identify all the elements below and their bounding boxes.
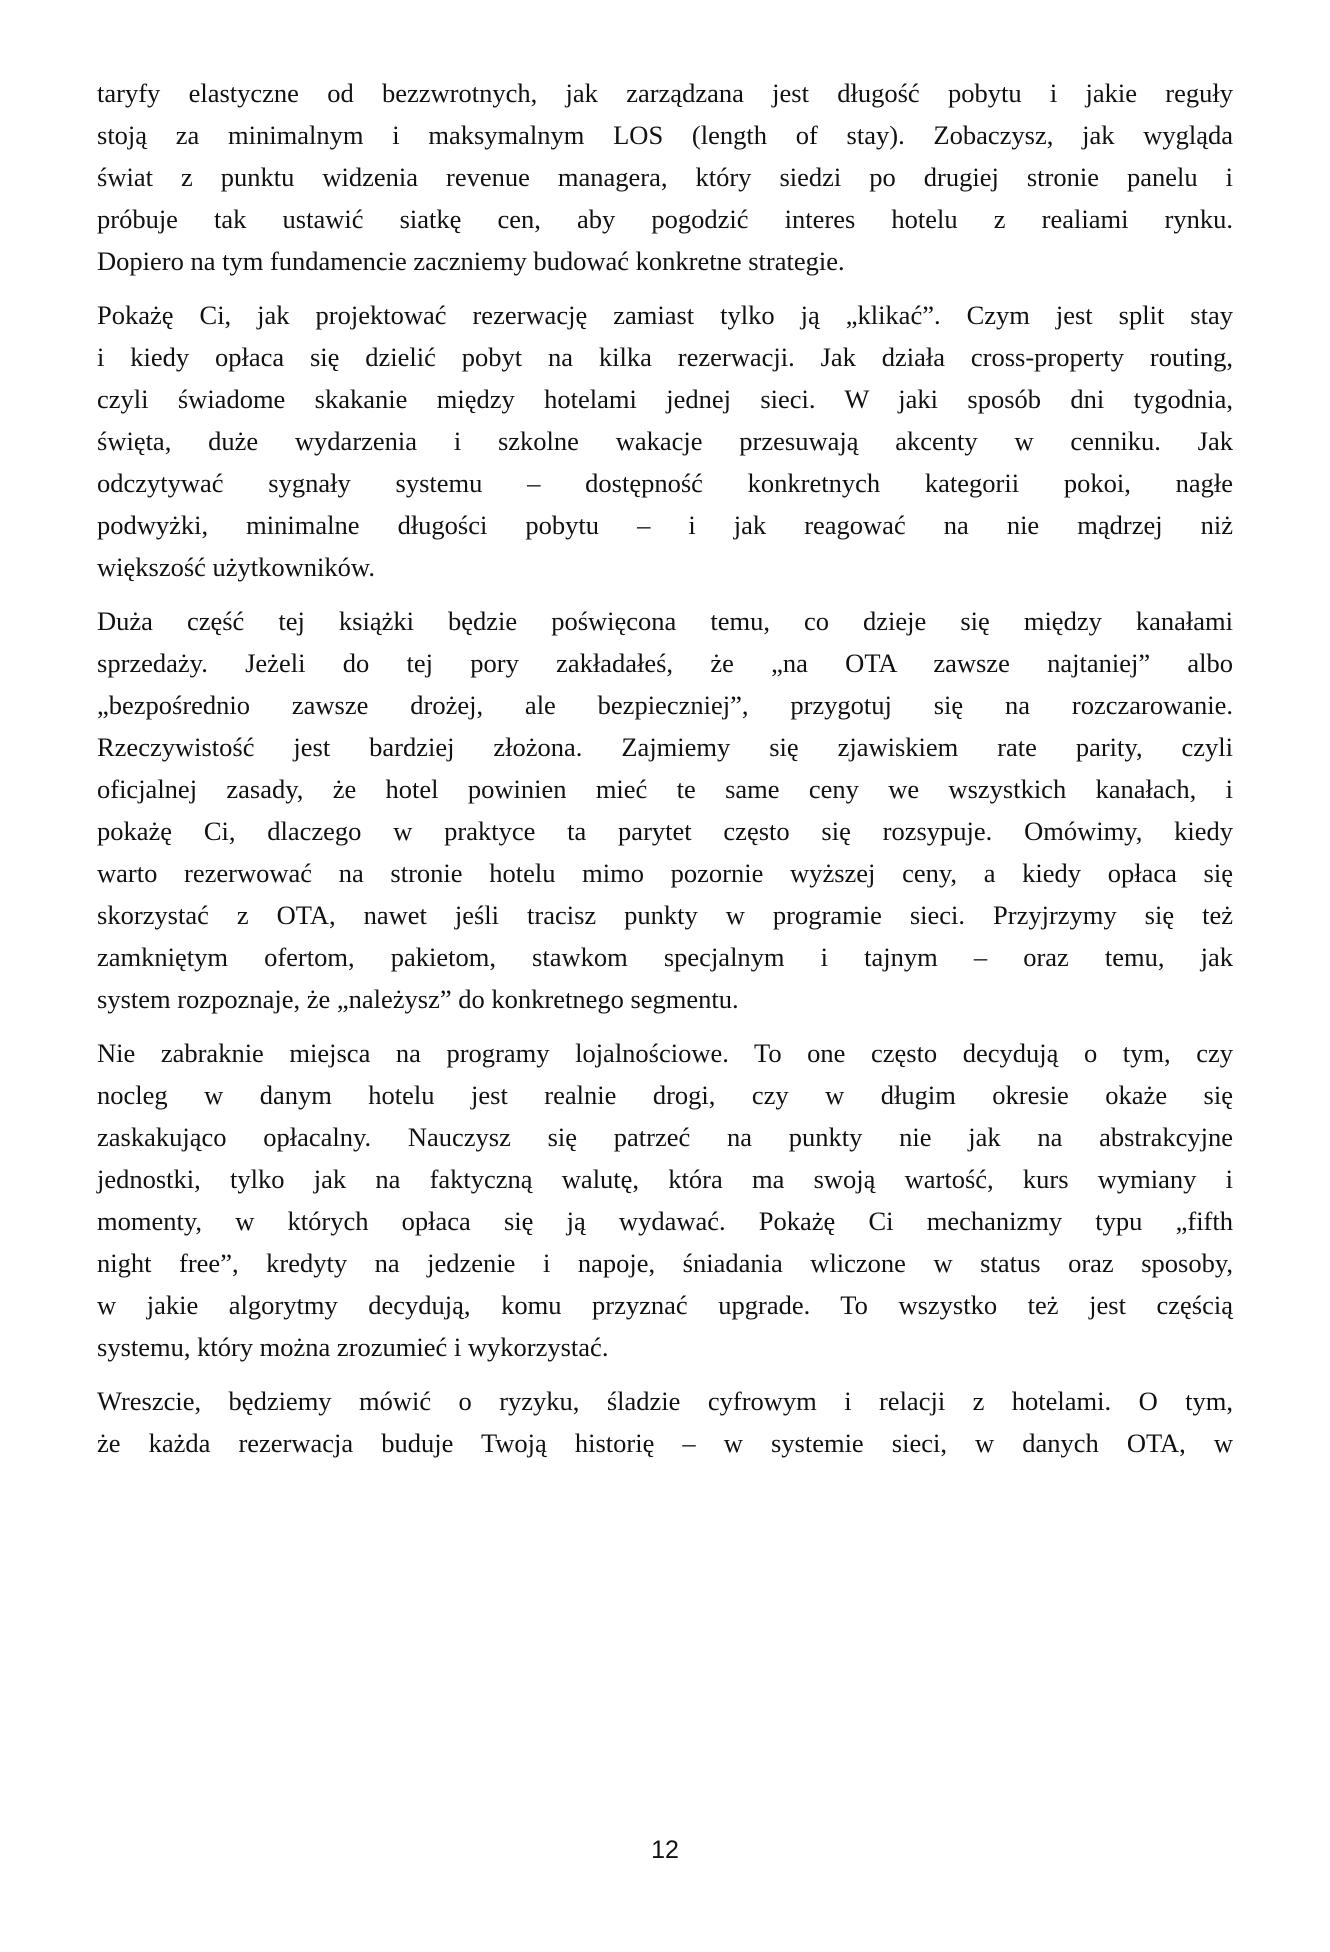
text-line: stoją za minimalnym i maksymalnym LOS (length of stay). Zobaczysz, jak wygląda [97,120,1233,150]
text-line: system rozpoznaje, że „należysz” do konkretnego segmentu. [97,984,739,1014]
text-line: zamkniętym ofertom, pakietom, stawkom specjalnym i tajnym – oraz temu, jak [97,942,1233,972]
text-line: zaskakująco opłacalny. Nauczysz się patrzeć na punkty nie jak na abstrakcyjne [97,1122,1233,1152]
text-line: podwyżki, minimalne długości pobytu – i jak reagować na nie mądrzej niż [97,510,1233,540]
paragraph [97,294,1233,588]
text-line: odczytywać sygnały systemu – dostępność konkretnych kategorii pokoi, nagłe [97,468,1233,498]
text-line: i kiedy opłaca się dzielić pobyt na kilka rezerwacji. Jak działa cross-property routing, [97,342,1233,372]
text-line: systemu, który można zrozumieć i wykorzystać. [97,1332,609,1362]
text-line: próbuje tak ustawić siatkę cen, aby pogodzić interes hotelu z realiami rynku. [97,204,1233,234]
text-line: w jakie algorytmy decydują, komu przyznać upgrade. To wszystko też jest częścią [97,1290,1233,1320]
text-line: skorzystać z OTA, nawet jeśli tracisz punkty w programie sieci. Przyjrzymy się też [97,900,1233,930]
text-line: Dopiero na tym fundamencie zaczniemy budować konkretne strategie. [97,246,845,276]
text-line: Rzeczywistość jest bardziej złożona. Zajmiemy się zjawiskiem rate parity, czyli [97,732,1233,762]
text-line: taryfy elastyczne od bezzwrotnych, jak zarządzana jest długość pobytu i jakie reguły [97,78,1233,108]
text-line: czyli świadome skakanie między hotelami jednej sieci. W jaki sposób dni tygodnia, [97,384,1233,414]
text-line: sprzedaży. Jeżeli do tej pory zakładałeś, że „na OTA zawsze najtaniej” albo [97,648,1233,678]
text-line: nocleg w danym hotelu jest realnie drogi, czy w długim okresie okaże się [97,1080,1233,1110]
paragraph [97,1032,1233,1368]
text-line: większość użytkowników. [97,552,375,582]
text-line: Pokażę Ci, jak projektować rezerwację zamiast tylko ją „klikać”. Czym jest split stay [97,300,1233,330]
text-line: że każda rezerwacja buduje Twoją historię – w systemie sieci, w danych OTA, w [97,1428,1233,1458]
text-line: warto rezerwować na stronie hotelu mimo pozornie wyższej ceny, a kiedy opłaca się [97,858,1233,888]
page-number: 12 [651,1836,679,1864]
text-line: night free”, kredyty na jedzenie i napoje, śniadania wliczone w status oraz sposoby, [97,1248,1233,1278]
paragraph [97,600,1233,1020]
text-line: Nie zabraknie miejsca na programy lojalnościowe. To one często decydują o tym, czy [97,1038,1233,1068]
text-line: świat z punktu widzenia revenue managera, który siedzi po drugiej stronie panelu i [97,162,1233,192]
paragraph [97,72,1233,282]
page-body [97,72,1233,1476]
text-line: święta, duże wydarzenia i szkolne wakacje przesuwają akcenty w cenniku. Jak [97,426,1233,456]
paragraph [97,1380,1233,1464]
text-line: Wreszcie, będziemy mówić o ryzyku, śladzie cyfrowym i relacji z hotelami. O tym, [97,1386,1233,1416]
text-line: Duża część tej książki będzie poświęcona temu, co dzieje się między kanałami [97,606,1233,636]
text-line: oficjalnej zasady, że hotel powinien mieć te same ceny we wszystkich kanałach, i [97,774,1233,804]
text-line: momenty, w których opłaca się ją wydawać. Pokażę Ci mechanizmy typu „fifth [97,1206,1233,1236]
text-line: „bezpośrednio zawsze drożej, ale bezpieczniej”, przygotuj się na rozczarowanie. [97,690,1233,720]
text-line: jednostki, tylko jak na faktyczną walutę, która ma swoją wartość, kurs wymiany i [97,1164,1233,1194]
text-line: pokażę Ci, dlaczego w praktyce ta parytet często się rozsypuje. Omówimy, kiedy [97,816,1233,846]
